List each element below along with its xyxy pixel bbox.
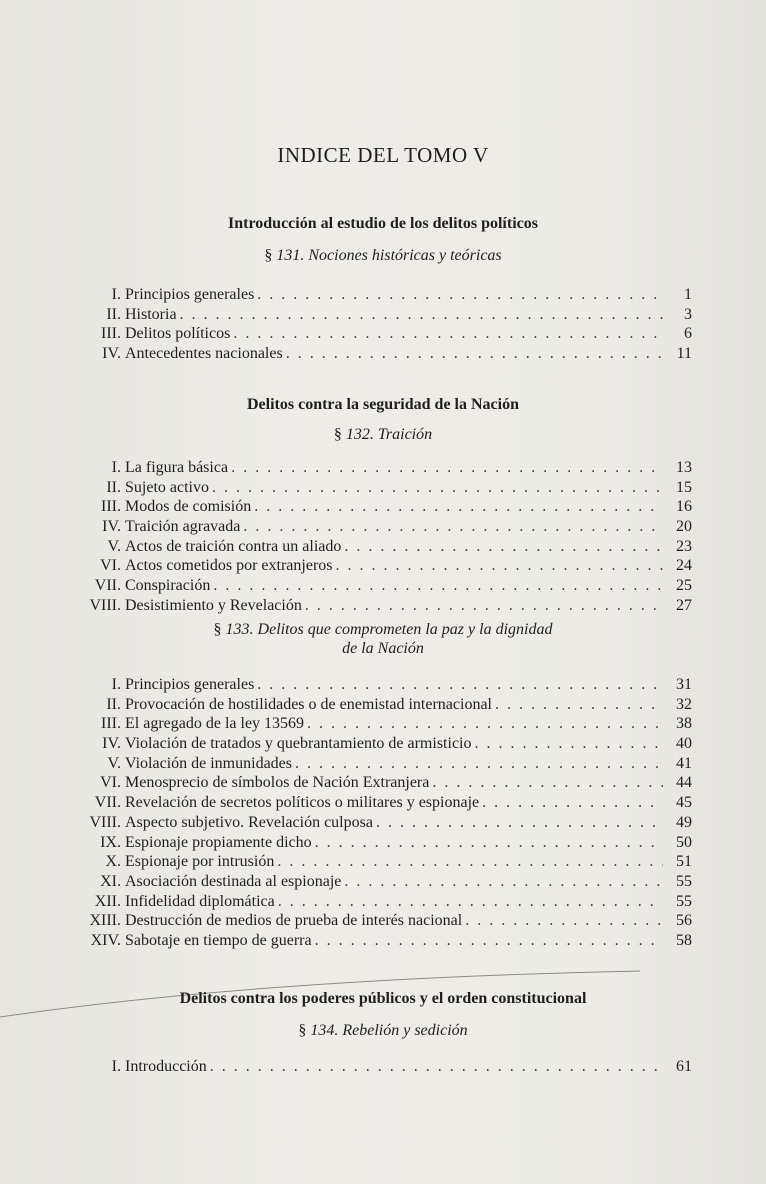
entry-page: 40 [676, 735, 692, 753]
entry-number: XI. [100, 872, 121, 890]
leader-dots [307, 714, 663, 734]
entry-number: IX. [100, 833, 121, 851]
entry-title: El agregado de la ley 13569 [125, 715, 305, 733]
toc-entry [72, 1057, 692, 1077]
entry-page: 3 [684, 305, 692, 323]
entry-title: Delitos políticos [125, 325, 231, 343]
section-heading [0, 426, 766, 444]
entry-page: 56 [676, 912, 692, 930]
toc-entry [72, 285, 692, 305]
entry-title: Antecedentes nacionales [125, 345, 283, 363]
entry-page: 58 [676, 931, 692, 949]
toc-entry [72, 537, 692, 557]
entry-number: I. [111, 459, 121, 476]
toc-list [72, 458, 692, 616]
entry-page: 16 [676, 498, 692, 516]
entry-title: Asociación destinada al espionaje [125, 872, 342, 890]
toc-entry [72, 596, 692, 616]
entry-title: Violación de tratados y quebrantamiento de armisticio [125, 735, 472, 753]
entry-page: 25 [676, 577, 692, 595]
part-heading: Delitos contra la seguridad de la Nación [247, 396, 519, 413]
entry-page: 15 [676, 478, 692, 496]
leader-dots [465, 911, 663, 931]
entry-number: XII. [94, 892, 121, 910]
toc-entry [72, 911, 692, 931]
leader-dots [495, 695, 663, 715]
page-title: INDICE DEL TOMO V [277, 143, 489, 167]
toc-entry [72, 517, 692, 537]
entry-page: 32 [676, 695, 692, 713]
entry-title: Sabotaje en tiempo de guerra [125, 931, 312, 949]
leader-dots [180, 305, 663, 325]
leader-dots [212, 478, 663, 498]
section-label: 131. Nociones históricas y teóricas [276, 247, 502, 264]
leader-dots [482, 793, 663, 813]
entry-page: 50 [676, 833, 692, 851]
leader-dots [233, 324, 663, 344]
entry-number: I. [111, 1058, 121, 1075]
entry-title: Espionaje por intrusión [125, 853, 275, 871]
entry-title: Actos cometidos por extranjeros [125, 557, 333, 575]
entry-title: Historia [125, 305, 177, 323]
toc-entry [72, 695, 692, 715]
leader-dots [243, 517, 663, 537]
section-label: 134. Rebelión y sedición [310, 1022, 468, 1039]
entry-page: 31 [676, 676, 692, 693]
entry-title: La figura básica [125, 459, 229, 476]
section-symbol: § [213, 621, 222, 638]
section-heading [0, 247, 766, 265]
leader-dots [336, 556, 664, 576]
entry-title: Principios generales [125, 676, 255, 693]
entry-page: 45 [676, 794, 692, 812]
entry-title: Infidelidad diplomática [125, 892, 275, 910]
entry-page: 61 [676, 1058, 692, 1075]
entry-page: 55 [676, 892, 692, 910]
entry-number: I. [111, 676, 121, 693]
leader-dots [315, 931, 663, 951]
entry-page: 23 [676, 537, 692, 555]
entry-number: IV. [102, 735, 121, 753]
leader-dots [432, 773, 663, 793]
entry-number: II. [106, 695, 121, 713]
entry-page: 41 [676, 754, 692, 772]
toc-list [72, 675, 692, 951]
toc-entry [72, 931, 692, 951]
leader-dots [213, 576, 663, 596]
leader-dots [278, 892, 663, 912]
entry-number: II. [106, 305, 121, 323]
toc-entry [72, 773, 692, 793]
leader-dots [474, 734, 663, 754]
entry-number: VI. [100, 774, 121, 792]
entry-number: X. [105, 853, 121, 871]
toc-entry [72, 714, 692, 734]
section-label: 132. Traición [345, 426, 433, 443]
entry-number: VII. [94, 794, 121, 812]
entry-title: Revelación de secretos políticos o militares y espionaje [125, 794, 480, 812]
entry-page: 1 [684, 286, 692, 303]
entry-title: Espionaje propiamente dicho [125, 833, 312, 851]
leader-dots [344, 537, 663, 557]
entry-title: Introducción [125, 1058, 207, 1075]
entry-title: Sujeto activo [125, 478, 209, 496]
entry-number: VII. [94, 577, 121, 595]
section-symbol: § [333, 426, 342, 443]
toc-entry [72, 478, 692, 498]
entry-title: Modos de comisión [125, 498, 252, 516]
entry-page: 11 [676, 345, 692, 363]
leader-dots [286, 344, 663, 364]
toc-list [72, 1057, 692, 1077]
entry-number: II. [106, 478, 121, 496]
section-heading [0, 621, 766, 639]
entry-title: Traición agravada [125, 518, 241, 536]
toc-entry [72, 675, 692, 695]
leader-dots [231, 458, 663, 478]
entry-number: VI. [100, 557, 121, 575]
leader-dots [376, 813, 663, 833]
entry-number: IV. [102, 518, 121, 536]
section-heading [0, 1022, 766, 1040]
entry-page: 51 [676, 853, 692, 871]
toc-entry [72, 852, 692, 872]
toc-entry [72, 872, 692, 892]
leader-dots [257, 285, 663, 305]
entry-title: Actos de traición contra un aliado [125, 537, 342, 555]
toc-entry [72, 754, 692, 774]
entry-page: 49 [676, 813, 692, 831]
leader-dots [254, 497, 663, 517]
entry-page: 20 [676, 518, 692, 536]
toc-entry [72, 324, 692, 344]
entry-number: III. [101, 498, 121, 516]
section-heading-line2: de la Nación [342, 640, 424, 657]
toc-entry [72, 734, 692, 754]
entry-title: Conspiración [125, 577, 211, 595]
toc-entry [72, 833, 692, 853]
entry-number: XIII. [89, 912, 121, 930]
entry-title: Aspecto subjetivo. Revelación culposa [125, 813, 373, 831]
toc-entry [72, 497, 692, 517]
entry-page: 6 [684, 325, 692, 343]
leader-dots [277, 852, 663, 872]
entry-number: I. [111, 286, 121, 303]
section-symbol: § [298, 1022, 307, 1039]
leader-dots [295, 754, 663, 774]
entry-number: V. [107, 754, 121, 772]
toc-entry [72, 576, 692, 596]
entry-number: VIII. [89, 596, 121, 614]
entry-page: 38 [676, 715, 692, 733]
leader-dots [257, 675, 663, 695]
entry-title: Destrucción de medios de prueba de interés nacional [125, 912, 463, 930]
toc-entry [72, 892, 692, 912]
leader-dots [305, 596, 663, 616]
entry-page: 55 [676, 872, 692, 890]
toc-entry [72, 793, 692, 813]
entry-number: III. [101, 325, 121, 343]
entry-number: IV. [102, 345, 121, 363]
entry-title: Violación de inmunidades [125, 754, 292, 772]
toc-entry [72, 305, 692, 325]
entry-page: 24 [676, 557, 692, 575]
leader-dots [210, 1057, 663, 1077]
entry-number: VIII. [89, 813, 121, 831]
entry-number: V. [107, 537, 121, 555]
toc-entry [72, 556, 692, 576]
leader-dots [315, 833, 663, 853]
entry-page: 27 [676, 596, 692, 614]
toc-entry [72, 813, 692, 833]
toc-entry [72, 344, 692, 364]
section-symbol: § [264, 247, 273, 264]
entry-page: 44 [676, 774, 692, 792]
part-heading: Delitos contra los poderes públicos y el orden constitucional [179, 990, 587, 1007]
toc-list [72, 285, 692, 364]
section-label: 133. Delitos que comprometen la paz y la dignidad [225, 621, 553, 638]
entry-number: XIV. [90, 931, 121, 949]
entry-number: III. [101, 715, 121, 733]
part-heading: Introducción al estudio de los delitos políticos [228, 215, 538, 232]
entry-title: Provocación de hostilidades o de enemistad internacional [125, 695, 492, 713]
leader-dots [344, 872, 663, 892]
entry-title: Principios generales [125, 286, 255, 303]
entry-title: Desistimiento y Revelación [125, 596, 302, 614]
entry-title: Menosprecio de símbolos de Nación Extranjera [125, 774, 430, 792]
entry-page: 13 [676, 459, 692, 476]
toc-entry [72, 458, 692, 478]
